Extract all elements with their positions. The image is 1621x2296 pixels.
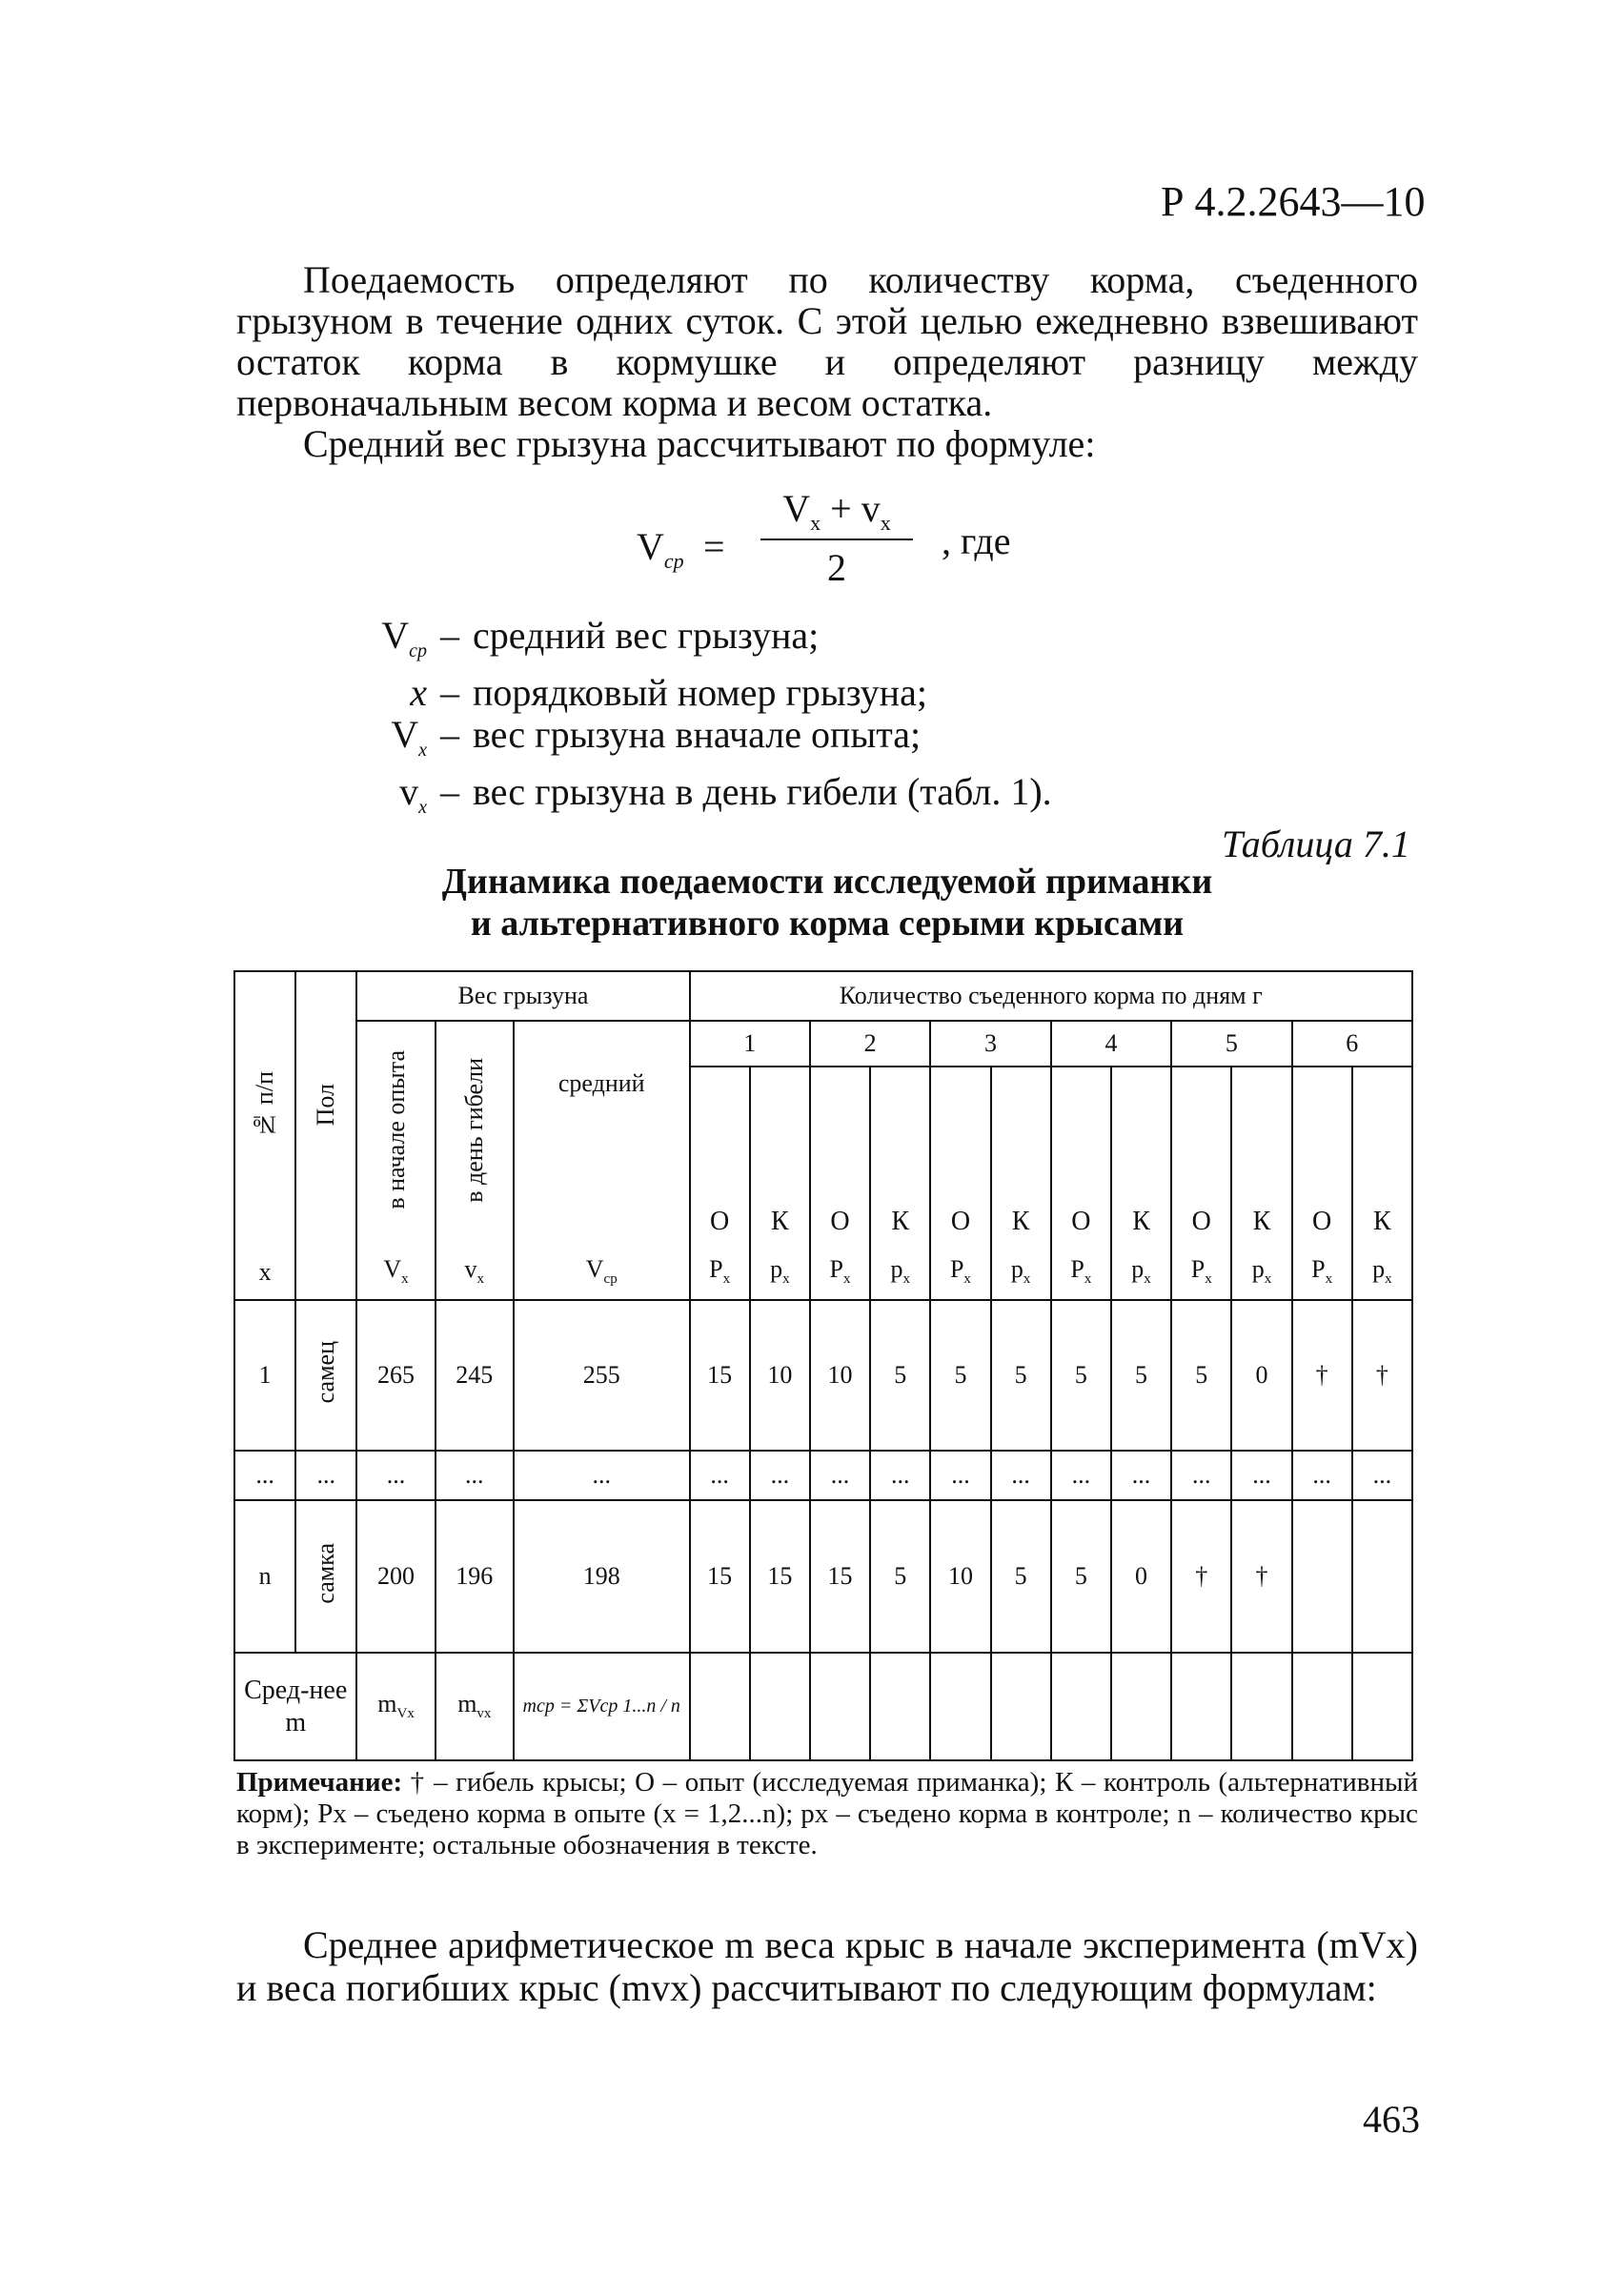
mean-start-cell: $m_{Vx}$: [356, 1653, 435, 1760]
symbol-cell: $P_x$: [690, 1245, 750, 1300]
symbol-cell: $p_x$: [870, 1245, 930, 1300]
definitions-list: [362, 615, 1052, 828]
value-cell: 0: [1111, 1500, 1171, 1653]
experiment-header: О: [1292, 1067, 1352, 1245]
definition-row: x – порядковый номер грызуна;: [410, 671, 927, 714]
value-cell: 5: [1051, 1500, 1111, 1653]
empty-cell: [750, 1653, 810, 1760]
definition-row: $V_x$ – вес грызуна вначале опыта;: [391, 713, 922, 761]
table-title: Динамика поедаемости исследуемой приманки и альтернативного корма серыми крысами: [441, 862, 1213, 944]
symbol-cell: $P_x$: [1171, 1245, 1231, 1300]
ellipsis-cell: ...: [1292, 1451, 1352, 1500]
day-header: 3: [930, 1021, 1050, 1067]
symbol-cell: [295, 1245, 356, 1300]
row-number: n: [234, 1500, 295, 1653]
control-header: К: [991, 1067, 1051, 1245]
value-cell: †: [1231, 1500, 1291, 1653]
note-label: Примечание:: [236, 1767, 403, 1798]
average-weight-value: 198: [514, 1500, 690, 1653]
experiment-header: О: [690, 1067, 750, 1245]
ellipsis-cell: ...: [356, 1451, 435, 1500]
empty-cell: [810, 1653, 870, 1760]
start-weight-value: 200: [356, 1500, 435, 1653]
value-cell: 15: [750, 1500, 810, 1653]
ellipsis-row: [234, 1451, 1412, 1500]
experiment-header: О: [810, 1067, 870, 1245]
document-code: Р 4.2.2643—10: [1161, 178, 1426, 225]
formula-equals: =: [703, 525, 725, 568]
empty-cell: [991, 1653, 1051, 1760]
experiment-header: О: [1171, 1067, 1231, 1245]
value-cell: 5: [870, 1500, 930, 1653]
table-note: [236, 1767, 1418, 1861]
empty-cell: [930, 1653, 990, 1760]
ellipsis-cell: ...: [234, 1451, 295, 1500]
food-consumption-table: [233, 970, 1413, 1761]
day-header: 1: [690, 1021, 810, 1067]
control-header: К: [1231, 1067, 1291, 1245]
table-row: [234, 1500, 1412, 1653]
value-cell: 0: [1231, 1300, 1291, 1451]
row-sex: самка: [295, 1500, 356, 1653]
symbol-cell: $P_x$: [810, 1245, 870, 1300]
experiment-header: О: [930, 1067, 990, 1245]
intro-paragraph: Поедаемость определяют по количеству корма, съеденного грызуном в течение одних суток. С этой целью ежедневно взвешивают остаток корма в кормушке и определяют разницу между первоначальным весом корма и весом остатка.: [236, 258, 1418, 424]
note-text: † – гибель крысы; О – опыт (исследуемая приманка); К – контроль (альтернативный корм); Px – съедено корма в опыте (x = 1,2...n); px – съедено корма в контроле; n – количество крыс в эксперименте; остальные обозначения в тексте.: [236, 1767, 1418, 1860]
definition-row: $v_x$ – вес грызуна в день гибели (табл. 1).: [399, 770, 1052, 818]
empty-cell: [1111, 1653, 1171, 1760]
mean-label: Сред-нее m: [234, 1653, 356, 1760]
empty-cell: [1231, 1653, 1291, 1760]
death-weight-value: 196: [436, 1500, 514, 1653]
sex-header-cell: Пол: [295, 971, 356, 1245]
definition-row: $V_{ср}$ – средний вес грызуна;: [381, 614, 820, 661]
closing-paragraph: Среднее арифметическое m веса крыс в начале эксперимента (mVx) и веса погибших крыс (mvx) рассчитывают по следующим формулам:: [236, 1923, 1418, 2009]
value-cell: 15: [690, 1300, 750, 1451]
ellipsis-cell: ...: [1231, 1451, 1291, 1500]
symbol-cell: $p_x$: [1111, 1245, 1171, 1300]
value-cell: †: [1292, 1300, 1352, 1451]
ellipsis-cell: ...: [1111, 1451, 1171, 1500]
empty-cell: [690, 1653, 750, 1760]
start-weight-header: в начале опыта: [356, 1021, 435, 1245]
fraction-bar: [760, 538, 913, 540]
symbol-cell: x: [234, 1245, 295, 1300]
ellipsis-cell: ...: [514, 1451, 690, 1500]
formula-intro: Средний вес грызуна рассчитывают по формуле:: [303, 422, 1096, 465]
symbol-cell: $P_x$: [930, 1245, 990, 1300]
empty-cell: [1051, 1653, 1111, 1760]
mean-death-cell: $m_{vx}$: [436, 1653, 514, 1760]
value-cell: 10: [930, 1500, 990, 1653]
value-cell: 5: [991, 1500, 1051, 1653]
value-cell: †: [1352, 1300, 1412, 1451]
symbol-cell: $P_x$: [1051, 1245, 1111, 1300]
value-cell: 5: [870, 1300, 930, 1451]
symbol-cell: $p_x$: [991, 1245, 1051, 1300]
value-cell: 15: [690, 1500, 750, 1653]
control-header: К: [870, 1067, 930, 1245]
row-number: 1: [234, 1300, 295, 1451]
ellipsis-cell: ...: [690, 1451, 750, 1500]
empty-cell: [1171, 1653, 1231, 1760]
symbol-cell: $p_x$: [1231, 1245, 1291, 1300]
value-cell: [1292, 1500, 1352, 1653]
mean-formula-cell: mср = ΣVср 1...n / n: [514, 1653, 690, 1760]
death-weight-value: 245: [436, 1300, 514, 1451]
ellipsis-cell: ...: [930, 1451, 990, 1500]
control-header: К: [1352, 1067, 1412, 1245]
table-row: [234, 1300, 1412, 1451]
weight-header: Вес грызуна: [356, 971, 689, 1021]
header-row-2: [234, 1021, 1412, 1067]
average-weight-formula: [637, 486, 1065, 591]
death-weight-header: в день гибели: [436, 1021, 514, 1245]
day-header: 5: [1171, 1021, 1291, 1067]
value-cell: 5: [1171, 1300, 1231, 1451]
formula-numerator: $V_x + v_x$: [782, 487, 891, 535]
num-header-cell: № п/п: [234, 971, 295, 1245]
table-number: Таблица 7.1: [1222, 823, 1410, 865]
value-cell: 10: [750, 1300, 810, 1451]
header-row-1: [234, 971, 1412, 1021]
symbol-cell: $P_x$: [1292, 1245, 1352, 1300]
ellipsis-cell: ...: [436, 1451, 514, 1500]
control-header: К: [1111, 1067, 1171, 1245]
empty-cell: [1292, 1653, 1352, 1760]
value-cell: 10: [810, 1300, 870, 1451]
value-cell: 5: [991, 1300, 1051, 1451]
ellipsis-cell: ...: [750, 1451, 810, 1500]
average-weight-value: 255: [514, 1300, 690, 1451]
symbol-cell: $p_x$: [1352, 1245, 1412, 1300]
day-header: 4: [1051, 1021, 1171, 1067]
formula-denominator: 2: [827, 546, 846, 589]
food-header: Количество съеденного корма по дням г: [690, 971, 1412, 1021]
experiment-header: О: [1051, 1067, 1111, 1245]
symbol-cell: $p_x$: [750, 1245, 810, 1300]
row-sex: самец: [295, 1300, 356, 1451]
ellipsis-cell: ...: [1171, 1451, 1231, 1500]
day-header: 2: [810, 1021, 930, 1067]
ellipsis-cell: ...: [991, 1451, 1051, 1500]
average-weight-header: средний: [514, 1021, 690, 1245]
mean-row: [234, 1653, 1412, 1760]
control-header: К: [750, 1067, 810, 1245]
value-cell: †: [1171, 1500, 1231, 1653]
day-header: 6: [1292, 1021, 1412, 1067]
formula-where: , где: [942, 519, 1011, 562]
ellipsis-cell: ...: [810, 1451, 870, 1500]
value-cell: 5: [1111, 1300, 1171, 1451]
start-weight-value: 265: [356, 1300, 435, 1451]
ellipsis-cell: ...: [1051, 1451, 1111, 1500]
symbols-row: [234, 1245, 1412, 1300]
value-cell: 5: [1051, 1300, 1111, 1451]
symbol-cell: $V_x$: [356, 1245, 435, 1300]
page-number: 463: [1363, 2098, 1420, 2141]
formula-lhs: $V_{ср}$: [637, 525, 684, 573]
value-cell: 5: [930, 1300, 990, 1451]
symbol-cell: $v_x$: [436, 1245, 514, 1300]
value-cell: [1352, 1500, 1412, 1653]
value-cell: 15: [810, 1500, 870, 1653]
empty-cell: [1352, 1653, 1412, 1760]
ellipsis-cell: ...: [870, 1451, 930, 1500]
ellipsis-cell: ...: [295, 1451, 356, 1500]
ellipsis-cell: ...: [1352, 1451, 1412, 1500]
symbol-cell: $V_{ср}$: [514, 1245, 690, 1300]
empty-cell: [870, 1653, 930, 1760]
